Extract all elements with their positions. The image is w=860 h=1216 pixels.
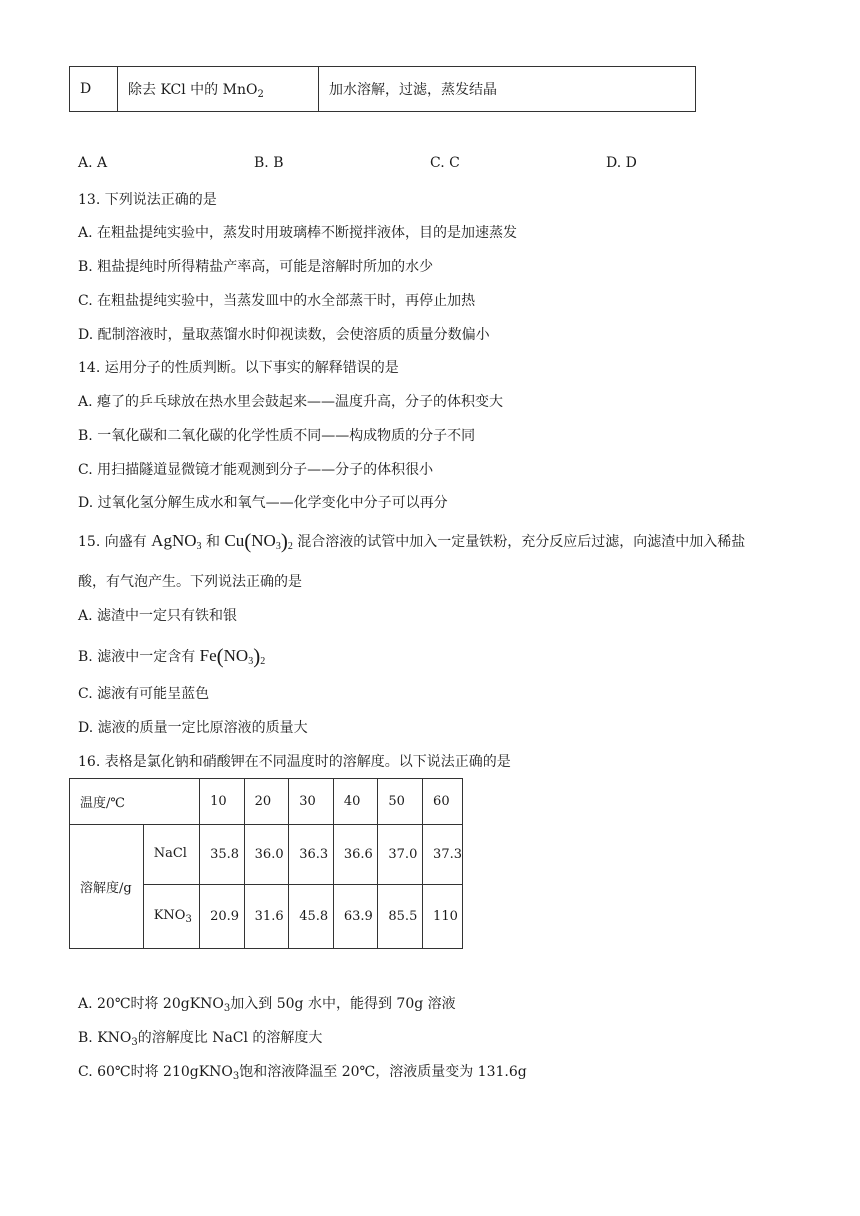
- value-cell: 63.9: [333, 885, 378, 949]
- q14-option-b: B. 一氧化碳和二氧化碳的化学性质不同——构成物质的分子不同: [78, 428, 476, 444]
- q15-option-b: B. 滤液中一定含有 $Fe(NO_3)_2$: [78, 644, 266, 668]
- value-cell: 35.8: [200, 825, 245, 885]
- value-cell: 31.6: [244, 885, 289, 949]
- value-cell: 37.0: [378, 825, 423, 885]
- temp-cell: 30: [289, 779, 334, 825]
- table-row: [70, 825, 463, 885]
- q13-option-d: D. 配制溶液时，量取蒸馏水时仰视读数，会使溶质的质量分数偏小: [78, 327, 490, 343]
- q12-option-d: D. D: [606, 155, 637, 171]
- q16-option-c: C. 60℃时将 210gKNO$_3$饱和溶液降温至 20℃，溶液质量变为 131.6g: [78, 1064, 527, 1082]
- temp-cell: 60: [423, 779, 463, 825]
- table-row: [70, 779, 463, 825]
- row-item: 除去 KCl 中的 MnO$_2$: [118, 67, 319, 112]
- q13-option-b: B. 粗盐提纯时所得精盐产率高，可能是溶解时所加的水少: [78, 259, 434, 275]
- row-label: D: [70, 67, 118, 112]
- q16-option-a: A. 20℃时将 20gKNO$_3$加入到 50g 水中，能得到 70g 溶液: [78, 996, 456, 1014]
- reagent-table: [69, 66, 696, 112]
- q15-option-d: D. 滤液的质量一定比原溶液的质量大: [78, 720, 308, 736]
- value-cell: 45.8: [289, 885, 334, 949]
- formula-agno3: AgNO$_3$: [151, 531, 202, 552]
- q16-stem: 16. 表格是氯化钠和硝酸钾在不同温度时的溶解度。以下说法正确的是: [78, 754, 511, 770]
- q14-stem: 14. 运用分子的性质判断。以下事实的解释错误的是: [78, 360, 399, 376]
- value-cell: 36.3: [289, 825, 334, 885]
- formula-cuno32: $Cu(NO_3)_2$: [224, 529, 293, 553]
- q15-stem-line1: 15. 向盛有 AgNO$_3$ 和 $Cu(NO_3)_2$ 混合溶液的试管中加入一定量铁粉，充分反应后过滤，向滤渣中加入稀盐: [78, 529, 746, 553]
- q16-option-b: B. $KNO_3$的溶解度比 NaCl 的溶解度大: [78, 1030, 323, 1048]
- q15-option-a: A. 滤渣中一定只有铁和银: [78, 608, 238, 624]
- value-cell: 36.0: [244, 825, 289, 885]
- row-method: 加水溶解，过滤，蒸发结晶: [319, 67, 696, 112]
- q15-option-c: C. 滤液有可能呈蓝色: [78, 686, 210, 702]
- substance-name: NaCl: [143, 825, 199, 885]
- temp-cell: 10: [200, 779, 245, 825]
- formula-feno32: $Fe(NO_3)_2$: [199, 644, 266, 668]
- q12-option-b: B. B: [254, 155, 284, 171]
- value-cell: 20.9: [200, 885, 245, 949]
- q13-option-c: C. 在粗盐提纯实验中，当蒸发皿中的水全部蒸干时，再停止加热: [78, 293, 476, 309]
- temp-cell: 40: [333, 779, 378, 825]
- q12-option-c: C. C: [430, 155, 460, 171]
- temp-header: 温度/℃: [70, 779, 200, 825]
- q14-option-c: C. 用扫描隧道显微镜才能观测到分子——分子的体积很小: [78, 462, 434, 478]
- q12-option-a: A. A: [78, 155, 108, 171]
- q14-option-d: D. 过氧化氢分解生成水和氧气——化学变化中分子可以再分: [78, 495, 448, 511]
- temp-cell: 20: [244, 779, 289, 825]
- table-row: [70, 67, 696, 112]
- substance-name: $KNO_3$: [143, 885, 199, 949]
- value-cell: 85.5: [378, 885, 423, 949]
- value-cell: 36.6: [333, 825, 378, 885]
- q13-stem: 13. 下列说法正确的是: [78, 192, 217, 208]
- q13-option-a: A. 在粗盐提纯实验中，蒸发时用玻璃棒不断搅拌液体，目的是加速蒸发: [78, 225, 518, 241]
- solubility-label: 溶解度/g: [70, 825, 144, 949]
- value-cell: 110: [423, 885, 463, 949]
- solubility-table: [69, 778, 463, 949]
- q15-stem-line2: 酸，有气泡产生。下列说法正确的是: [78, 574, 302, 590]
- temp-cell: 50: [378, 779, 423, 825]
- value-cell: 37.3: [423, 825, 463, 885]
- q14-option-a: A. 瘪了的乒乓球放在热水里会鼓起来——温度升高，分子的体积变大: [78, 394, 504, 410]
